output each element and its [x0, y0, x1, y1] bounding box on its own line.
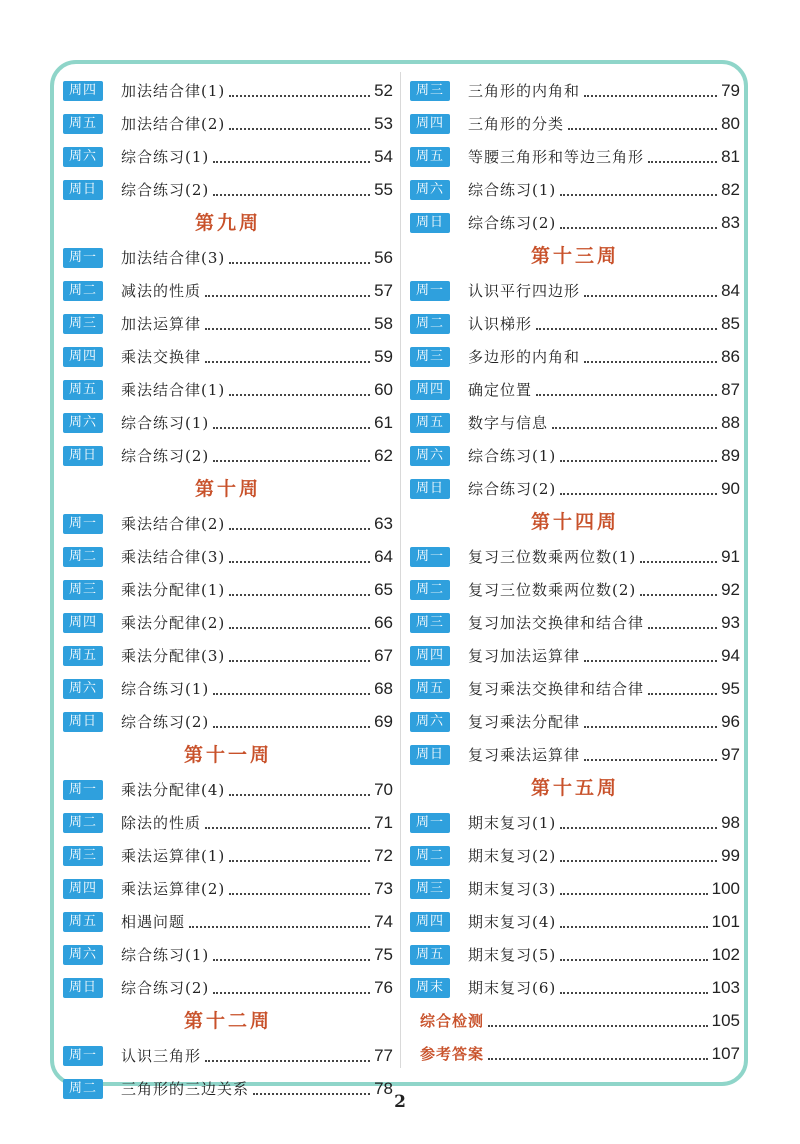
entry-page-number: 66 — [374, 612, 393, 632]
toc-entry[interactable] — [63, 606, 393, 639]
entry-page-number: 84 — [721, 280, 740, 300]
entry-title: 乘法运算律(1) — [121, 847, 226, 865]
day-badge: 周日 — [410, 213, 450, 233]
day-badge: 周二 — [63, 547, 103, 567]
day-badge: 周日 — [63, 978, 103, 998]
toc-entry[interactable] — [63, 639, 393, 672]
entry-page-number: 77 — [374, 1045, 393, 1065]
dot-leader — [640, 593, 717, 596]
toc-entry[interactable] — [410, 672, 740, 705]
day-badge: 周三 — [63, 580, 103, 600]
entry-title: 综合练习(1) — [468, 447, 557, 465]
week-heading: 第十四周 — [530, 511, 619, 533]
day-badge: 周六 — [63, 679, 103, 699]
toc-entry[interactable] — [63, 307, 393, 340]
entry-page-number: 74 — [374, 911, 393, 931]
dot-leader — [568, 127, 717, 130]
toc-entry[interactable] — [63, 340, 393, 373]
dot-leader — [213, 958, 370, 961]
entry-page-number: 90 — [721, 478, 740, 498]
day-badge: 周二 — [410, 580, 450, 600]
entry-page-number: 67 — [374, 645, 393, 665]
dot-leader — [213, 459, 370, 462]
dot-leader — [648, 626, 717, 629]
dot-leader — [488, 1057, 708, 1060]
toc-entry[interactable] — [63, 839, 393, 872]
toc-entry[interactable] — [410, 705, 740, 738]
entry-page-number: 86 — [721, 346, 740, 366]
day-badge: 周四 — [410, 114, 450, 134]
day-badge: 周二 — [63, 281, 103, 301]
dot-leader — [229, 793, 370, 796]
dot-leader — [205, 826, 370, 829]
entry-page-number: 95 — [721, 678, 740, 698]
entry-title: 减法的性质 — [121, 282, 202, 300]
day-badge: 周日 — [63, 446, 103, 466]
entry-page-number: 54 — [374, 146, 393, 166]
toc-extra-entry[interactable] — [410, 1037, 740, 1070]
toc-entry[interactable] — [63, 274, 393, 307]
entry-page-number: 59 — [374, 346, 393, 366]
dot-leader — [229, 593, 370, 596]
entry-page-number: 63 — [374, 513, 393, 533]
entry-page-number: 64 — [374, 546, 393, 566]
entry-title: 三角形的内角和 — [468, 82, 581, 100]
toc-entry[interactable] — [410, 439, 740, 472]
dot-leader — [229, 127, 370, 130]
entry-title: 相遇问题 — [121, 913, 186, 931]
entry-page-number: 69 — [374, 711, 393, 731]
entry-title: 数字与信息 — [468, 414, 549, 432]
dot-leader — [536, 327, 717, 330]
entry-page-number: 52 — [374, 80, 393, 100]
entry-title: 复习乘法交换律和结合律 — [468, 680, 645, 698]
dot-leader — [560, 459, 717, 462]
entry-title: 综合练习(2) — [468, 214, 557, 232]
entry-page-number: 94 — [721, 645, 740, 665]
dot-leader — [229, 261, 370, 264]
entry-title: 乘法分配律(4) — [121, 781, 226, 799]
dot-leader — [560, 226, 717, 229]
toc-entry[interactable] — [410, 340, 740, 373]
toc-entry[interactable] — [410, 206, 740, 239]
day-badge: 周五 — [63, 646, 103, 666]
column-divider — [400, 72, 401, 1068]
entry-title: 期末复习(1) — [468, 814, 557, 832]
entry-page-number: 98 — [721, 812, 740, 832]
dot-leader — [189, 925, 370, 928]
day-badge: 周日 — [63, 712, 103, 732]
day-badge: 周五 — [63, 114, 103, 134]
day-badge: 周三 — [63, 314, 103, 334]
day-badge: 周一 — [63, 248, 103, 268]
entry-title: 期末复习(2) — [468, 847, 557, 865]
dot-leader — [205, 360, 370, 363]
day-badge: 周六 — [63, 147, 103, 167]
toc-entry[interactable] — [410, 639, 740, 672]
entry-title: 综合练习(1) — [121, 414, 210, 432]
day-badge: 周五 — [410, 945, 450, 965]
toc-entry[interactable] — [410, 472, 740, 505]
dot-leader — [560, 193, 717, 196]
entry-title: 乘法运算律(2) — [121, 880, 226, 898]
entry-title: 认识梯形 — [468, 315, 533, 333]
entry-page-number: 93 — [721, 612, 740, 632]
week-heading: 第十周 — [194, 478, 261, 500]
dot-leader — [584, 659, 717, 662]
dot-leader — [213, 426, 370, 429]
day-badge: 周一 — [63, 780, 103, 800]
entry-title: 认识平行四边形 — [468, 282, 581, 300]
toc-entry[interactable] — [63, 971, 393, 1004]
dot-leader — [229, 659, 370, 662]
toc-entry[interactable] — [63, 140, 393, 173]
toc-entry[interactable] — [63, 107, 393, 140]
entry-page-number: 78 — [374, 1078, 393, 1098]
toc-entry[interactable] — [410, 806, 740, 839]
day-badge: 周四 — [63, 81, 103, 101]
dot-leader — [640, 560, 717, 563]
entry-title: 综合练习(1) — [468, 181, 557, 199]
toc-entry[interactable] — [63, 241, 393, 274]
toc-entry[interactable] — [63, 74, 393, 107]
toc-entry[interactable] — [410, 173, 740, 206]
entry-title: 乘法结合律(1) — [121, 381, 226, 399]
toc-left-column — [63, 74, 393, 1105]
entry-page-number: 100 — [711, 878, 740, 898]
dot-leader — [560, 859, 717, 862]
day-badge: 周二 — [63, 1079, 103, 1099]
entry-page-number: 75 — [374, 944, 393, 964]
entry-page-number: 87 — [721, 379, 740, 399]
toc-entry[interactable] — [410, 606, 740, 639]
day-badge: 周六 — [410, 446, 450, 466]
day-badge: 周六 — [63, 413, 103, 433]
entry-page-number: 62 — [374, 445, 393, 465]
entry-page-number: 71 — [374, 812, 393, 832]
entry-title: 三角形的分类 — [468, 115, 565, 133]
dot-leader — [229, 892, 370, 895]
dot-leader — [213, 160, 370, 163]
dot-leader — [536, 393, 717, 396]
toc-entry[interactable] — [63, 573, 393, 606]
day-badge: 周四 — [410, 912, 450, 932]
entry-page-number: 96 — [721, 711, 740, 731]
entry-title: 综合练习(2) — [121, 979, 210, 997]
entry-page-number: 58 — [374, 313, 393, 333]
day-badge: 周六 — [410, 712, 450, 732]
day-badge: 周一 — [410, 281, 450, 301]
day-badge: 周四 — [410, 646, 450, 666]
dot-leader — [229, 859, 370, 862]
entry-page-number: 55 — [374, 179, 393, 199]
day-badge: 周一 — [410, 547, 450, 567]
entry-page-number: 103 — [711, 977, 740, 997]
entry-page-number: 85 — [721, 313, 740, 333]
toc-extra-entry[interactable] — [410, 1004, 740, 1037]
dot-leader — [560, 492, 717, 495]
toc-entry[interactable] — [63, 406, 393, 439]
day-badge: 周五 — [410, 413, 450, 433]
entry-page-number: 105 — [711, 1010, 740, 1030]
day-badge: 周三 — [410, 613, 450, 633]
toc-entry[interactable] — [410, 406, 740, 439]
day-badge: 周一 — [63, 1046, 103, 1066]
entry-title: 复习三位数乘两位数(1) — [468, 548, 637, 566]
toc-entry[interactable] — [63, 872, 393, 905]
dot-leader — [229, 94, 370, 97]
dot-leader — [584, 94, 717, 97]
day-badge: 周一 — [410, 813, 450, 833]
dot-leader — [229, 560, 370, 563]
dot-leader — [213, 193, 370, 196]
entry-title: 多边形的内角和 — [468, 348, 581, 366]
page-number: 2 — [394, 1092, 406, 1112]
toc-entry[interactable] — [410, 872, 740, 905]
entry-page-number: 76 — [374, 977, 393, 997]
day-badge: 周二 — [63, 813, 103, 833]
day-badge: 周四 — [410, 380, 450, 400]
dot-leader — [560, 925, 707, 928]
entry-page-number: 99 — [721, 845, 740, 865]
day-badge: 周三 — [410, 81, 450, 101]
dot-leader — [213, 991, 370, 994]
dot-leader — [205, 327, 370, 330]
day-badge: 周一 — [63, 514, 103, 534]
dot-leader — [205, 294, 370, 297]
entry-page-number: 89 — [721, 445, 740, 465]
entry-title: 综合练习(2) — [121, 713, 210, 731]
toc-entry[interactable] — [63, 373, 393, 406]
day-badge: 周日 — [410, 745, 450, 765]
entry-title: 加法结合律(1) — [121, 82, 226, 100]
toc-entry[interactable] — [410, 140, 740, 173]
day-badge: 周日 — [410, 479, 450, 499]
dot-leader — [584, 360, 717, 363]
entry-title: 综合练习(1) — [121, 946, 210, 964]
toc-right-column — [410, 74, 740, 1070]
day-badge: 周五 — [63, 912, 103, 932]
entry-title: 三角形的三边关系 — [121, 1080, 250, 1098]
entry-title: 复习三位数乘两位数(2) — [468, 581, 637, 599]
toc-entry[interactable] — [410, 107, 740, 140]
entry-page-number: 83 — [721, 212, 740, 232]
entry-title: 综合练习(2) — [121, 181, 210, 199]
toc-entry[interactable] — [410, 839, 740, 872]
entry-title: 复习加法运算律 — [468, 647, 581, 665]
toc-entry[interactable] — [410, 74, 740, 107]
dot-leader — [205, 1059, 370, 1062]
day-badge: 周末 — [410, 978, 450, 998]
day-badge: 周四 — [63, 347, 103, 367]
entry-title: 综合练习(2) — [468, 480, 557, 498]
entry-page-number: 70 — [374, 779, 393, 799]
entry-title: 复习加法交换律和结合律 — [468, 614, 645, 632]
entry-page-number: 61 — [374, 412, 393, 432]
toc-entry[interactable] — [410, 307, 740, 340]
toc-entry[interactable] — [63, 938, 393, 971]
dot-leader — [584, 294, 717, 297]
dot-leader — [560, 991, 707, 994]
toc-entry[interactable] — [410, 905, 740, 938]
dot-leader — [560, 892, 707, 895]
entry-page-number: 101 — [711, 911, 740, 931]
dot-leader — [229, 393, 370, 396]
entry-title: 加法运算律 — [121, 315, 202, 333]
entry-page-number: 80 — [721, 113, 740, 133]
toc-entry[interactable] — [63, 439, 393, 472]
toc-entry[interactable] — [63, 672, 393, 705]
entry-title: 乘法交换律 — [121, 348, 202, 366]
toc-entry[interactable] — [410, 540, 740, 573]
entry-page-number: 68 — [374, 678, 393, 698]
entry-page-number: 60 — [374, 379, 393, 399]
entry-page-number: 88 — [721, 412, 740, 432]
dot-leader — [560, 826, 717, 829]
dot-leader — [584, 725, 717, 728]
toc-entry[interactable] — [63, 806, 393, 839]
entry-title: 期末复习(4) — [468, 913, 557, 931]
entry-title: 综合练习(2) — [121, 447, 210, 465]
week-heading: 第十二周 — [183, 1010, 272, 1032]
entry-page-number: 56 — [374, 247, 393, 267]
dot-leader — [213, 692, 370, 695]
entry-page-number: 107 — [711, 1043, 740, 1063]
entry-title: 确定位置 — [468, 381, 533, 399]
day-badge: 周四 — [63, 613, 103, 633]
day-badge: 周二 — [410, 846, 450, 866]
entry-title: 除法的性质 — [121, 814, 202, 832]
entry-title: 综合练习(1) — [121, 680, 210, 698]
dot-leader — [560, 958, 707, 961]
week-heading: 第九周 — [194, 212, 261, 234]
entry-title: 乘法分配律(2) — [121, 614, 226, 632]
dot-leader — [213, 725, 370, 728]
entry-title: 乘法分配律(3) — [121, 647, 226, 665]
entry-page-number: 97 — [721, 744, 740, 764]
toc-entry[interactable] — [63, 1039, 393, 1072]
entry-title: 期末复习(5) — [468, 946, 557, 964]
entry-page-number: 92 — [721, 579, 740, 599]
day-badge: 周五 — [63, 380, 103, 400]
entry-page-number: 79 — [721, 80, 740, 100]
toc-entry[interactable] — [410, 971, 740, 1004]
entry-title: 认识三角形 — [121, 1047, 202, 1065]
dot-leader — [229, 527, 370, 530]
entry-title: 期末复习(3) — [468, 880, 557, 898]
toc-entry[interactable] — [410, 738, 740, 771]
entry-page-number: 73 — [374, 878, 393, 898]
day-badge: 周三 — [410, 347, 450, 367]
entry-page-number: 57 — [374, 280, 393, 300]
entry-page-number: 53 — [374, 113, 393, 133]
toc-entry[interactable] — [63, 507, 393, 540]
day-badge: 周六 — [410, 180, 450, 200]
entry-title: 乘法分配律(1) — [121, 581, 226, 599]
dot-leader — [584, 758, 717, 761]
entry-title: 复习乘法分配律 — [468, 713, 581, 731]
dot-leader — [648, 692, 717, 695]
toc-entry[interactable] — [410, 274, 740, 307]
day-badge: 周三 — [63, 846, 103, 866]
toc-entry[interactable] — [63, 540, 393, 573]
toc-entry[interactable] — [63, 173, 393, 206]
week-heading: 第十五周 — [530, 777, 619, 799]
entry-page-number: 102 — [711, 944, 740, 964]
dot-leader — [552, 426, 717, 429]
day-badge: 周三 — [410, 879, 450, 899]
day-badge: 周五 — [410, 679, 450, 699]
dot-leader — [229, 626, 370, 629]
entry-title: 加法结合律(3) — [121, 249, 226, 267]
entry-page-number: 65 — [374, 579, 393, 599]
entry-title: 综合检测 — [420, 1012, 485, 1030]
entry-page-number: 91 — [721, 546, 740, 566]
day-badge: 周六 — [63, 945, 103, 965]
entry-title: 乘法结合律(3) — [121, 548, 226, 566]
day-badge: 周日 — [63, 180, 103, 200]
entry-title: 加法结合律(2) — [121, 115, 226, 133]
entry-page-number: 82 — [721, 179, 740, 199]
entry-title: 等腰三角形和等边三角形 — [468, 148, 645, 166]
day-badge: 周二 — [410, 314, 450, 334]
dot-leader — [648, 160, 717, 163]
week-heading: 第十三周 — [530, 245, 619, 267]
toc-entry[interactable] — [63, 905, 393, 938]
toc-entry[interactable] — [63, 705, 393, 738]
toc-entry[interactable] — [63, 773, 393, 806]
week-heading: 第十一周 — [183, 744, 272, 766]
entry-page-number: 81 — [721, 146, 740, 166]
entry-title: 综合练习(1) — [121, 148, 210, 166]
entry-page-number: 72 — [374, 845, 393, 865]
toc-entry[interactable] — [410, 373, 740, 406]
entry-title: 复习乘法运算律 — [468, 746, 581, 764]
day-badge: 周五 — [410, 147, 450, 167]
entry-title: 参考答案 — [420, 1045, 485, 1063]
dot-leader — [488, 1024, 708, 1027]
entry-title: 乘法结合律(2) — [121, 515, 226, 533]
entry-title: 期末复习(6) — [468, 979, 557, 997]
toc-entry[interactable] — [410, 938, 740, 971]
toc-entry[interactable] — [410, 573, 740, 606]
day-badge: 周四 — [63, 879, 103, 899]
